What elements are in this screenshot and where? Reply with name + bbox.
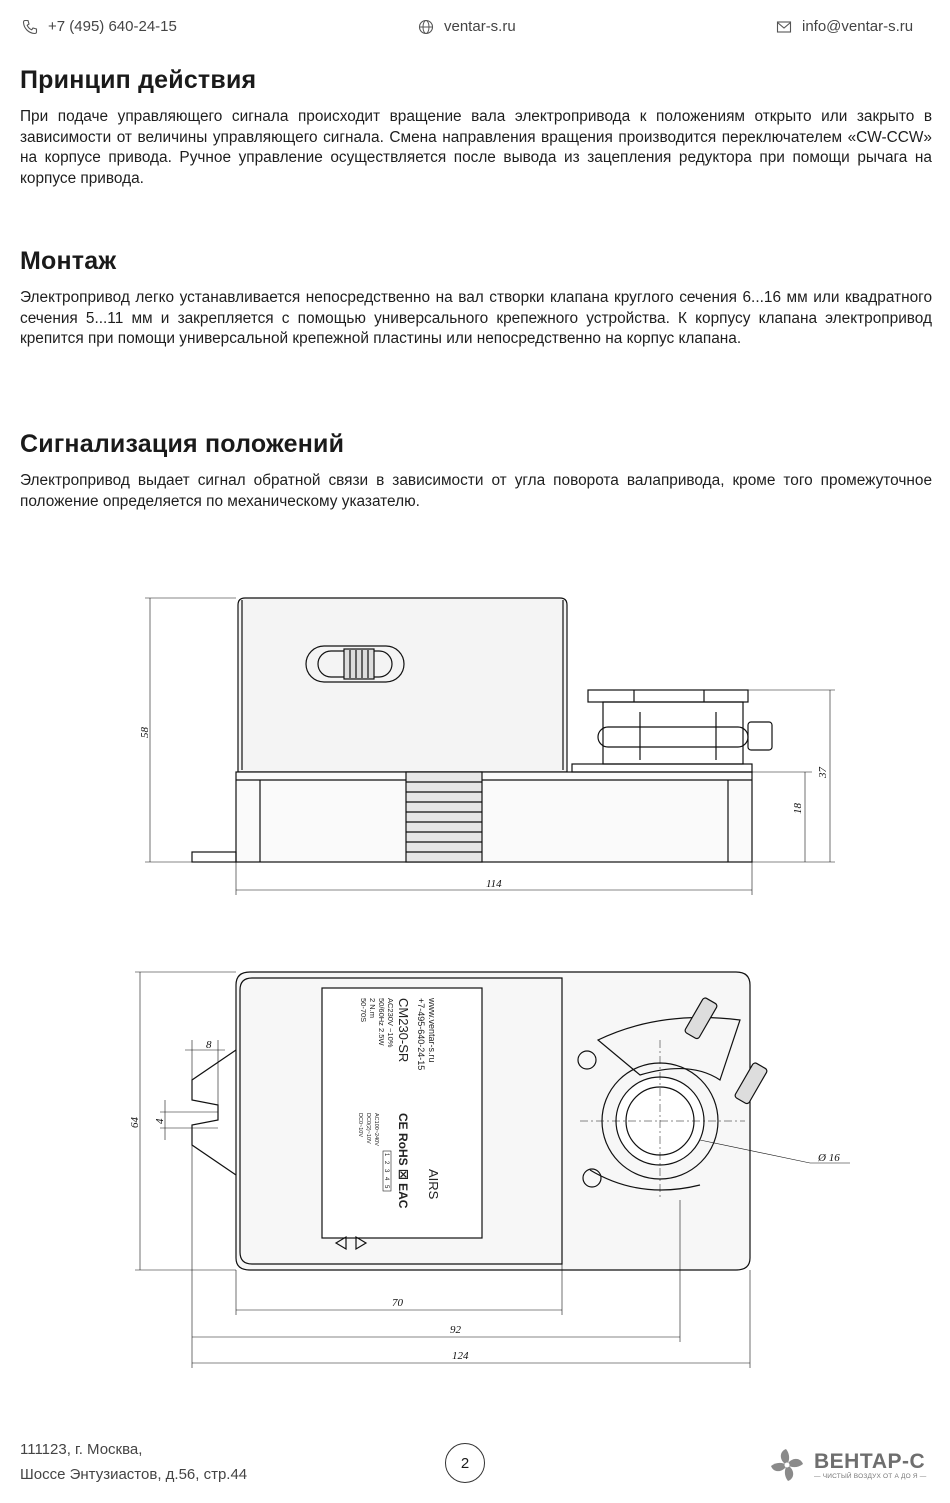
label-wiring3: DC0~10V <box>357 1113 363 1138</box>
label-wiring1: AC100~240V <box>373 1113 379 1146</box>
dim-slot-gap: 4 <box>154 1118 166 1124</box>
label-wiring2: DC0(2)~10V <box>365 1113 371 1144</box>
logo-name: ВЕНТАР-С <box>814 1449 926 1473</box>
dim-bracket-height: 37 <box>817 767 829 778</box>
dim-top-width: 64 <box>129 1117 141 1128</box>
top-view <box>135 972 850 1368</box>
header-site[interactable] <box>418 18 516 35</box>
label-time: 50-70S <box>359 998 368 1023</box>
header-email-text: info@ventar-s.ru <box>802 18 914 35</box>
label-cert: CE RoHS ☒ EAC <box>396 1113 410 1209</box>
dim-body-len: 92 <box>450 1324 461 1336</box>
dim-shaft-dia: Ø 16 <box>818 1152 840 1164</box>
label-model: CM230-SR <box>396 998 411 1063</box>
terminal-3: 3 <box>383 1169 389 1173</box>
technical-drawing <box>110 580 850 1380</box>
section-mounting <box>20 247 932 350</box>
page-header <box>0 0 950 58</box>
terminal-2: 2 <box>383 1161 389 1165</box>
side-view <box>145 598 835 895</box>
page-number: 2 <box>445 1443 485 1483</box>
address-line-2: Шоссе Энтузиастов, д.56, стр.44 <box>20 1466 248 1483</box>
section-text: Электропривод выдает сигнал обратной связи в зависимости от угла поворота валапривода, кроме того промежуточное положение определяется по механическому указателю. <box>20 472 932 510</box>
mail-icon <box>776 19 792 35</box>
section-signaling <box>20 430 932 512</box>
terminal-5: 5 <box>383 1185 389 1189</box>
dim-side-length: 114 <box>486 878 502 890</box>
phone-icon <box>22 19 38 35</box>
footer-address <box>20 1437 247 1487</box>
fan-icon <box>766 1444 808 1486</box>
dim-slot: 8 <box>206 1039 212 1051</box>
terminal-1: 1 <box>383 1153 389 1157</box>
header-site-text: ventar-s.ru <box>444 18 516 35</box>
terminal-4: 4 <box>383 1177 389 1181</box>
dim-total-len: 124 <box>452 1350 469 1362</box>
label-brand: AIRS <box>426 1169 441 1200</box>
logo-tagline: — ЧИСТЫЙ ВОЗДУХ ОТ А ДО Я — <box>814 1472 927 1480</box>
dim-side-height: 58 <box>139 727 151 738</box>
globe-icon <box>418 19 434 35</box>
dim-shaft-height: 18 <box>792 803 804 814</box>
section-principle <box>20 66 932 189</box>
header-email[interactable] <box>776 18 913 35</box>
section-title: Монтаж <box>20 247 117 275</box>
dim-label-len: 70 <box>392 1297 403 1309</box>
address-line-1: 111123, г. Москва, <box>20 1441 143 1458</box>
section-title: Сигнализация положений <box>20 430 345 458</box>
label-torque: 2 N.m <box>368 998 377 1019</box>
section-title: Принцип действия <box>20 66 257 94</box>
company-logo <box>766 1440 936 1490</box>
label-power: 50/60Hz 2.5W <box>377 998 386 1046</box>
header-phone[interactable] <box>22 18 177 35</box>
label-phone: +7-495-640-24-15 <box>416 998 426 1071</box>
section-text: Электропривод легко устанавливается непосредственно на вал створки клапана круглого сечения 6...16 мм или квадратного сечения 5...11 мм и закрепляется с помощью универсального крепежного устройства. К корпусу клапана электропривод крепится при помощи универсальной крепежной пластины или непосредственно на корпус клапана. <box>20 289 932 347</box>
section-text: При подаче управляющего сигнала происходит вращение вала электропривода к положениям открыто или закрыто в зависимости от величины управляющего сигнала. Смена направления вращения производится переключателем «CW-CCW» на корпусе привода. Ручное управление осуществляется после вывода из зацепления редуктора при помощи рычага на корпусе привода. <box>20 108 932 187</box>
label-voltage: AC230V ~10% <box>386 998 395 1048</box>
header-phone-text: +7 (495) 640-24-15 <box>48 18 177 35</box>
label-site: www.ventar-s.ru <box>427 998 437 1063</box>
